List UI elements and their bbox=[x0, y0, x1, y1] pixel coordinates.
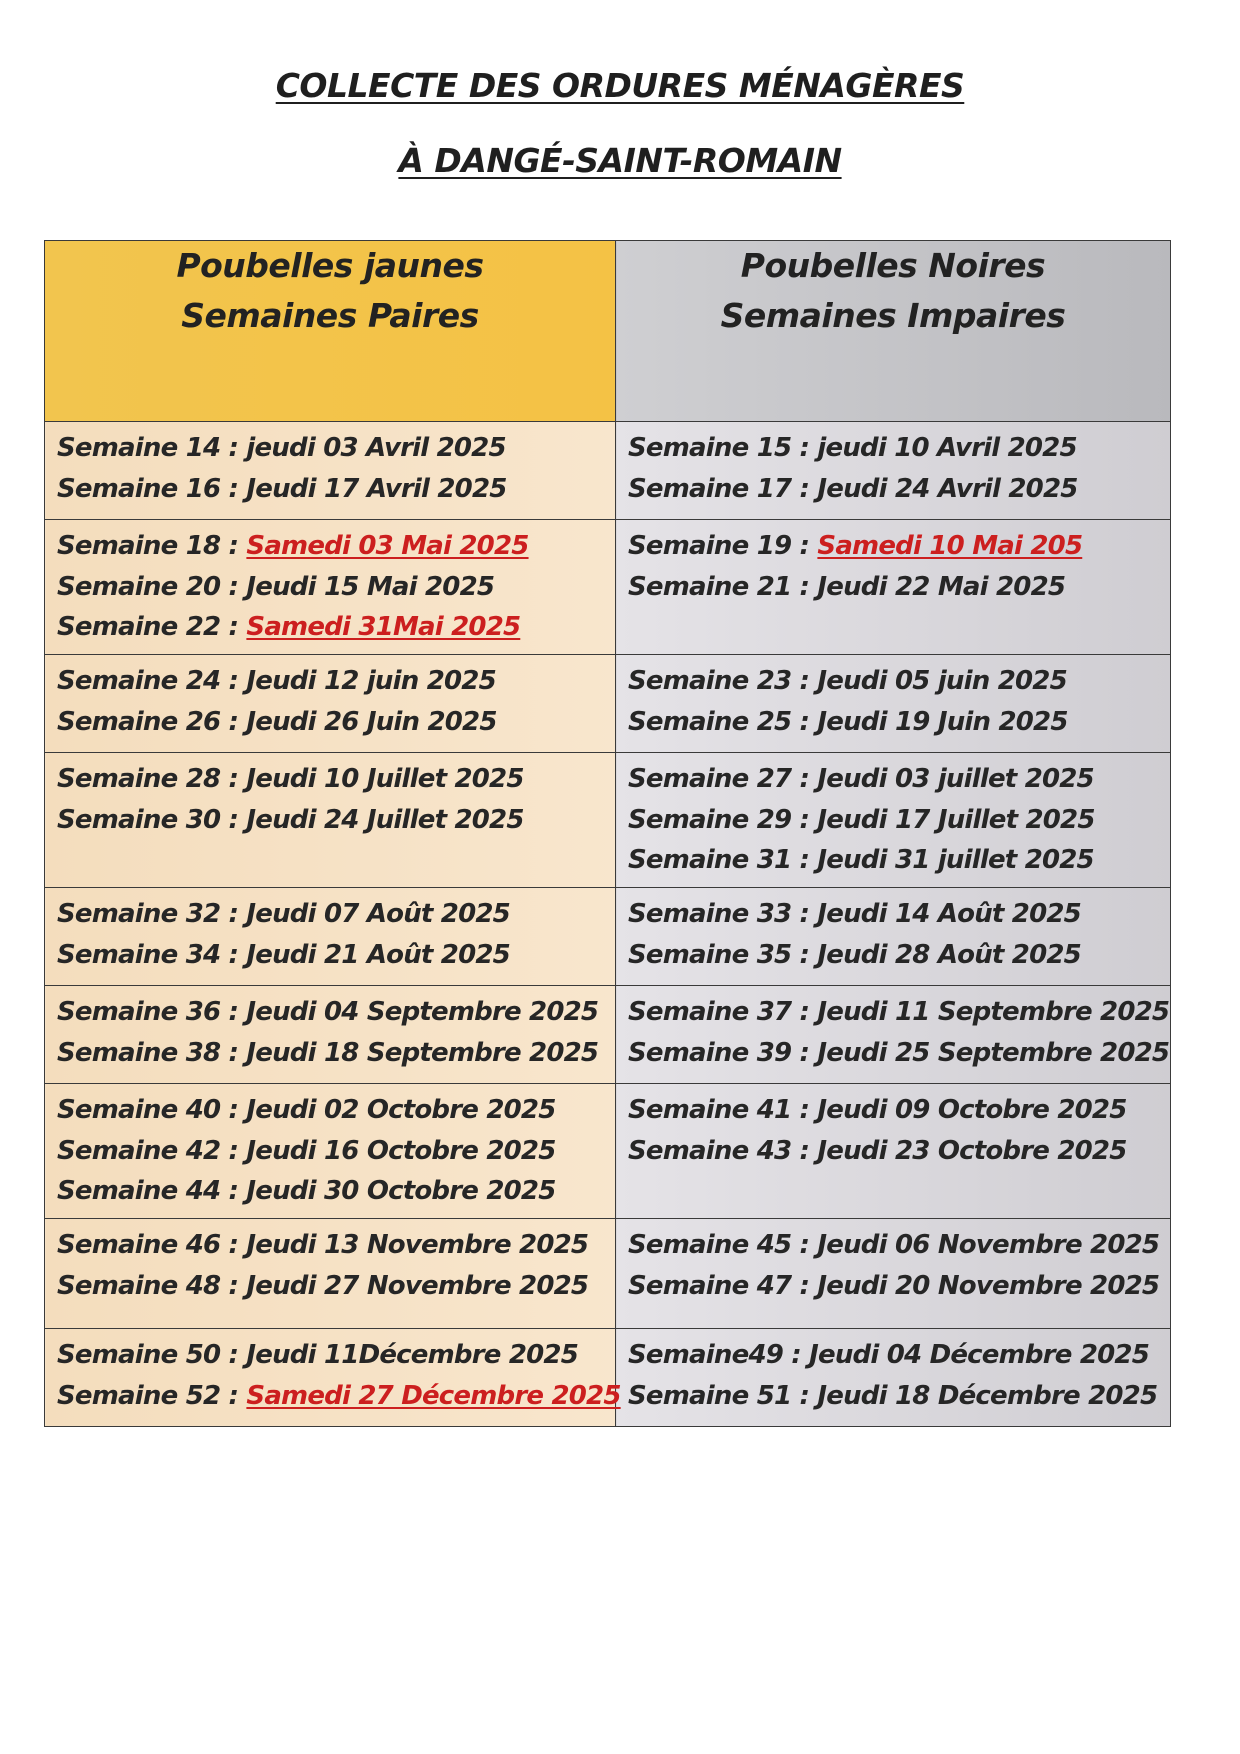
collection-date: Jeudi 25 Septembre 2025 bbox=[817, 1037, 1170, 1068]
collection-date: jeudi 03 Avril 2025 bbox=[246, 433, 506, 463]
week-label: Semaine 41 : bbox=[628, 1095, 818, 1125]
collection-date: Jeudi 26 Juin 2025 bbox=[246, 706, 497, 737]
collection-date: Jeudi 04 Septembre 2025 bbox=[246, 997, 599, 1027]
collection-date: Jeudi 30 Octobre 2025 bbox=[246, 1176, 556, 1206]
collection-date: Jeudi 09 Octobre 2025 bbox=[817, 1095, 1127, 1125]
week-label: Semaine 40 : bbox=[57, 1095, 247, 1125]
collection-date: Jeudi 12 juin 2025 bbox=[246, 666, 496, 696]
header-row bbox=[45, 241, 1171, 422]
collection-date: Jeudi 05 juin 2025 bbox=[817, 666, 1067, 696]
week-label: Semaine 51 : bbox=[628, 1380, 818, 1411]
collection-date: Jeudi 15 Mai 2025 bbox=[246, 571, 495, 602]
week-label: Semaine49 : bbox=[628, 1340, 810, 1370]
collection-entry bbox=[628, 992, 1170, 1033]
week-label: Semaine 52 : bbox=[57, 1380, 247, 1411]
week-label: Semaine 45 : bbox=[628, 1230, 818, 1260]
week-label: Semaine 28 : bbox=[57, 764, 247, 794]
collection-entry bbox=[628, 800, 1170, 841]
collection-date: Jeudi 16 Octobre 2025 bbox=[246, 1135, 556, 1166]
header-noires-line1: Poubelles Noires bbox=[740, 246, 1046, 285]
collection-entry bbox=[57, 702, 615, 743]
page-subtitle: À DANGÉ-SAINT-ROMAIN bbox=[398, 141, 842, 180]
week-label: Semaine 31 : bbox=[628, 845, 818, 875]
collection-entry bbox=[57, 1090, 615, 1131]
collection-date: Jeudi 27 Novembre 2025 bbox=[246, 1270, 589, 1301]
collection-entry bbox=[57, 1225, 615, 1266]
week-label: Semaine 37 : bbox=[628, 997, 818, 1027]
week-label: Semaine 15 : bbox=[628, 433, 818, 463]
collection-entry bbox=[628, 935, 1170, 976]
collection-date: Jeudi 21 Août 2025 bbox=[246, 939, 510, 970]
header-noires-line2: Semaines Impaires bbox=[720, 296, 1066, 335]
collection-date: Jeudi 03 juillet 2025 bbox=[817, 764, 1094, 794]
collection-entry bbox=[57, 469, 615, 510]
collection-entry bbox=[628, 469, 1170, 510]
collection-date-special: Samedi 27 Décembre 2025 bbox=[246, 1380, 621, 1411]
collection-entry bbox=[57, 607, 615, 648]
collection-entry bbox=[628, 759, 1170, 800]
collection-entry bbox=[57, 1131, 615, 1172]
schedule-row bbox=[45, 1084, 1171, 1219]
collection-entry bbox=[628, 840, 1170, 881]
collection-entry bbox=[628, 1225, 1170, 1266]
cell-poubelles-noires bbox=[616, 888, 1171, 986]
schedule-row bbox=[45, 520, 1171, 655]
cell-poubelles-jaunes bbox=[45, 753, 616, 888]
collection-entry bbox=[628, 1131, 1170, 1172]
collection-date: Jeudi 06 Novembre 2025 bbox=[817, 1230, 1160, 1260]
cell-poubelles-noires bbox=[616, 520, 1171, 655]
collection-entry bbox=[628, 1335, 1170, 1376]
week-label: Semaine 43 : bbox=[628, 1135, 818, 1166]
collection-date-special: Samedi 31Mai 2025 bbox=[246, 612, 521, 642]
cell-poubelles-jaunes bbox=[45, 1219, 616, 1329]
collection-entry bbox=[57, 567, 615, 608]
schedule-row bbox=[45, 422, 1171, 520]
collection-entry bbox=[628, 702, 1170, 743]
week-label: Semaine 18 : bbox=[57, 531, 247, 561]
week-label: Semaine 26 : bbox=[57, 706, 247, 737]
collection-date: Jeudi 10 Juillet 2025 bbox=[246, 764, 524, 794]
schedule-row bbox=[45, 1219, 1171, 1329]
week-label: Semaine 36 : bbox=[57, 997, 247, 1027]
page-title: COLLECTE DES ORDURES MÉNAGÈRES bbox=[275, 66, 965, 105]
week-label: Semaine 29 : bbox=[628, 804, 818, 835]
cell-poubelles-noires bbox=[616, 986, 1171, 1084]
collection-entry bbox=[628, 1266, 1170, 1307]
collection-entry bbox=[57, 428, 615, 469]
week-label: Semaine 23 : bbox=[628, 666, 818, 696]
header-poubelles-jaunes bbox=[45, 241, 616, 422]
collection-entry bbox=[628, 894, 1170, 935]
header-jaunes-line2: Semaines Paires bbox=[181, 296, 479, 335]
cell-poubelles-jaunes bbox=[45, 1329, 621, 1427]
week-label: Semaine 44 : bbox=[57, 1176, 247, 1206]
collection-date: Jeudi 14 Août 2025 bbox=[817, 899, 1081, 929]
schedule-row bbox=[45, 1329, 1171, 1427]
cell-poubelles-jaunes bbox=[45, 986, 616, 1084]
collection-date: Jeudi 02 Octobre 2025 bbox=[246, 1095, 556, 1125]
collection-date: Jeudi 18 Décembre 2025 bbox=[817, 1380, 1158, 1411]
week-label: Semaine 16 : bbox=[57, 473, 247, 504]
collection-entry bbox=[628, 526, 1170, 567]
week-label: Semaine 47 : bbox=[628, 1270, 818, 1301]
week-label: Semaine 50 : bbox=[57, 1340, 247, 1370]
collection-date: Jeudi 24 Avril 2025 bbox=[817, 473, 1078, 504]
week-label: Semaine 22 : bbox=[57, 612, 247, 642]
collection-date: Jeudi 17 Avril 2025 bbox=[246, 473, 507, 504]
collection-date: Jeudi 24 Juillet 2025 bbox=[246, 804, 524, 835]
week-label: Semaine 17 : bbox=[628, 473, 818, 504]
schedule-row bbox=[45, 888, 1171, 986]
collection-entry bbox=[57, 526, 615, 567]
collection-entry bbox=[57, 935, 615, 976]
schedule-body bbox=[45, 422, 1171, 1427]
collection-date: jeudi 10 Avril 2025 bbox=[817, 433, 1077, 463]
collection-date: Jeudi 04 Décembre 2025 bbox=[809, 1340, 1150, 1370]
collection-date: Jeudi 18 Septembre 2025 bbox=[246, 1037, 599, 1068]
week-label: Semaine 30 : bbox=[57, 804, 247, 835]
collection-entry bbox=[57, 1376, 621, 1417]
week-label: Semaine 34 : bbox=[57, 939, 247, 970]
cell-poubelles-jaunes bbox=[45, 655, 616, 753]
header-jaunes-line1: Poubelles jaunes bbox=[176, 246, 484, 285]
collection-entry bbox=[628, 1376, 1170, 1417]
week-label: Semaine 39 : bbox=[628, 1037, 818, 1068]
cell-poubelles-jaunes bbox=[45, 1084, 616, 1219]
cell-poubelles-jaunes bbox=[45, 888, 616, 986]
collection-entry bbox=[57, 661, 615, 702]
schedule-row bbox=[45, 753, 1171, 888]
cell-poubelles-noires bbox=[616, 655, 1171, 753]
week-label: Semaine 25 : bbox=[628, 706, 818, 737]
cell-poubelles-jaunes bbox=[45, 520, 616, 655]
week-label: Semaine 48 : bbox=[57, 1270, 247, 1301]
collection-date: Jeudi 22 Mai 2025 bbox=[817, 571, 1066, 602]
collection-date: Jeudi 07 Août 2025 bbox=[246, 899, 510, 929]
week-label: Semaine 24 : bbox=[57, 666, 247, 696]
collection-entry bbox=[57, 759, 615, 800]
collection-date: Jeudi 13 Novembre 2025 bbox=[246, 1230, 589, 1260]
collection-entry bbox=[628, 567, 1170, 608]
cell-poubelles-noires bbox=[616, 1084, 1171, 1219]
week-label: Semaine 33 : bbox=[628, 899, 818, 929]
week-label: Semaine 27 : bbox=[628, 764, 818, 794]
cell-poubelles-noires bbox=[616, 1219, 1171, 1329]
collection-date: Jeudi 20 Novembre 2025 bbox=[817, 1270, 1160, 1301]
week-label: Semaine 35 : bbox=[628, 939, 818, 970]
collection-entry bbox=[628, 1033, 1170, 1074]
week-label: Semaine 19 : bbox=[628, 531, 818, 561]
schedule-row bbox=[45, 655, 1171, 753]
collection-entry bbox=[57, 1335, 615, 1376]
collection-date: Jeudi 23 Octobre 2025 bbox=[817, 1135, 1127, 1166]
collection-date-special: Samedi 03 Mai 2025 bbox=[246, 531, 529, 561]
collection-date-special: Samedi 10 Mai 205 bbox=[817, 531, 1083, 561]
collection-date: Jeudi 11 Septembre 2025 bbox=[817, 997, 1170, 1027]
collection-entry bbox=[628, 661, 1170, 702]
week-label: Semaine 46 : bbox=[57, 1230, 247, 1260]
collection-entry bbox=[628, 428, 1170, 469]
collection-entry bbox=[57, 992, 615, 1033]
week-label: Semaine 32 : bbox=[57, 899, 247, 929]
collection-entry bbox=[57, 1033, 615, 1074]
collection-schedule-table bbox=[44, 240, 1171, 1427]
cell-poubelles-noires bbox=[616, 753, 1171, 888]
collection-date: Jeudi 11Décembre 2025 bbox=[246, 1340, 579, 1370]
header-poubelles-noires bbox=[616, 241, 1171, 422]
week-label: Semaine 21 : bbox=[628, 571, 818, 602]
collection-date: Jeudi 19 Juin 2025 bbox=[817, 706, 1068, 737]
collection-entry bbox=[57, 1171, 615, 1212]
cell-poubelles-jaunes bbox=[45, 422, 616, 520]
collection-entry bbox=[57, 894, 615, 935]
week-label: Semaine 20 : bbox=[57, 571, 247, 602]
collection-date: Jeudi 28 Août 2025 bbox=[817, 939, 1081, 970]
cell-poubelles-noires bbox=[616, 422, 1171, 520]
week-label: Semaine 14 : bbox=[57, 433, 247, 463]
collection-entry bbox=[628, 1090, 1170, 1131]
week-label: Semaine 42 : bbox=[57, 1135, 247, 1166]
cell-poubelles-noires bbox=[616, 1329, 1171, 1427]
schedule-row bbox=[45, 986, 1171, 1084]
week-label: Semaine 38 : bbox=[57, 1037, 247, 1068]
collection-entry bbox=[57, 800, 615, 841]
collection-date: Jeudi 31 juillet 2025 bbox=[817, 845, 1094, 875]
collection-date: Jeudi 17 Juillet 2025 bbox=[817, 804, 1095, 835]
collection-entry bbox=[57, 1266, 615, 1307]
